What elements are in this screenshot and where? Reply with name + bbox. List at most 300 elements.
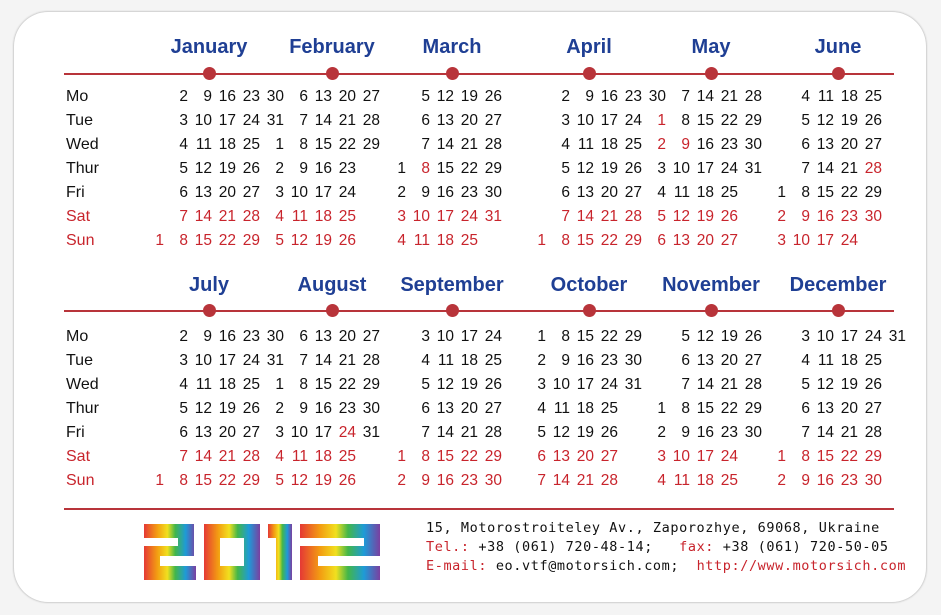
day-number: 11 [437,352,454,369]
day-number: 6 [179,184,188,201]
day-number: 17 [218,352,236,369]
web-line [426,558,906,574]
day-number: 27 [242,184,260,201]
day-number: 15 [696,112,714,129]
day-number: 3 [275,184,284,201]
day-number: 19 [218,160,236,177]
day-number: 1 [777,448,786,465]
day-number: 9 [203,88,212,105]
day-number: 22 [840,448,858,465]
day-number: 15 [314,376,332,393]
day-number: 14 [194,208,212,225]
month-marker-dot [832,304,845,317]
day-number: 24 [864,328,882,345]
day-number: 18 [576,400,594,417]
day-number: 16 [696,136,714,153]
day-number: 9 [421,184,430,201]
tel-value: +38 (061) 720-48-14; [478,539,653,555]
day-number: 12 [816,112,834,129]
day-number: 7 [179,448,188,465]
day-name-sun: Sun [66,472,95,489]
day-number: 21 [460,136,478,153]
day-number: 21 [338,112,356,129]
day-number: 23 [624,88,642,105]
day-number: 8 [421,160,430,177]
day-number: 5 [421,376,430,393]
day-number: 11 [195,376,212,393]
day-number: 31 [362,424,380,441]
day-number: 18 [218,376,236,393]
top-rule [64,73,894,75]
day-number: 25 [242,136,260,153]
day-number: 17 [314,424,332,441]
day-number: 4 [421,352,430,369]
day-number: 8 [179,232,188,249]
day-number: 12 [576,160,594,177]
day-number: 10 [672,160,690,177]
day-number: 30 [624,352,642,369]
day-number: 18 [218,136,236,153]
day-number: 3 [657,160,666,177]
day-number: 8 [561,232,570,249]
day-number: 5 [275,472,284,489]
day-number: 26 [242,400,260,417]
month-marker-dot [446,67,459,80]
day-number: 29 [484,448,502,465]
day-number: 17 [576,376,594,393]
day-number: 23 [242,88,260,105]
day-number: 1 [275,376,284,393]
day-number: 8 [561,328,570,345]
day-number: 15 [816,448,834,465]
day-number: 5 [657,208,666,225]
day-number: 29 [362,136,380,153]
day-number: 10 [290,424,308,441]
day-number: 25 [720,184,738,201]
day-number: 25 [720,472,738,489]
day-number: 20 [840,400,858,417]
day-number: 15 [194,472,212,489]
day-number: 3 [179,112,188,129]
day-number: 29 [864,448,882,465]
month-marker-dot [832,67,845,80]
day-number: 13 [436,400,454,417]
day-number: 3 [801,328,810,345]
day-name-fri: Fri [66,424,85,441]
day-number: 18 [696,472,714,489]
day-number: 30 [266,88,284,105]
day-number: 6 [421,400,430,417]
day-number: 25 [864,352,882,369]
day-number: 31 [744,160,762,177]
day-number: 23 [600,352,618,369]
day-number: 13 [194,184,212,201]
day-number: 22 [218,472,236,489]
day-number: 6 [299,88,308,105]
day-number: 24 [720,160,738,177]
day-number: 10 [816,328,834,345]
day-number: 16 [314,160,332,177]
day-number: 2 [179,328,188,345]
day-number: 23 [338,160,356,177]
day-number: 5 [561,160,570,177]
day-number: 25 [338,448,356,465]
day-number: 30 [648,88,666,105]
day-number: 26 [864,376,882,393]
day-number: 29 [864,184,882,201]
day-number: 3 [561,112,570,129]
day-number: 30 [484,184,502,201]
day-number: 9 [801,472,810,489]
day-number: 19 [696,208,714,225]
day-number: 12 [816,376,834,393]
day-number: 4 [275,208,284,225]
month-marker-dot [203,67,216,80]
day-number: 8 [421,448,430,465]
day-number: 29 [624,232,642,249]
day-number: 9 [421,472,430,489]
day-number: 14 [552,472,570,489]
day-number: 28 [864,160,882,177]
day-number: 14 [314,112,332,129]
day-number: 27 [864,136,882,153]
day-number: 20 [460,112,478,129]
middle-rule [64,310,894,312]
day-number: 15 [576,328,594,345]
day-number: 25 [864,88,882,105]
day-number: 2 [397,472,406,489]
day-number: 24 [460,208,478,225]
day-number: 21 [840,160,858,177]
day-number: 20 [338,88,356,105]
day-number: 21 [460,424,478,441]
tel-label: Tel.: [426,539,470,555]
day-number: 10 [672,448,690,465]
day-number: 28 [362,112,380,129]
day-number: 29 [362,376,380,393]
day-number: 4 [179,136,188,153]
day-number: 29 [242,232,260,249]
day-number: 1 [537,232,546,249]
day-number: 4 [657,472,666,489]
day-number: 20 [338,328,356,345]
day-number: 17 [600,112,618,129]
day-number: 7 [299,352,308,369]
day-number: 6 [299,328,308,345]
day-number: 9 [801,208,810,225]
day-number: 15 [816,184,834,201]
day-number: 3 [179,352,188,369]
day-number: 26 [338,232,356,249]
day-number: 7 [681,88,690,105]
day-number: 6 [537,448,546,465]
day-number: 7 [561,208,570,225]
day-number: 16 [218,88,236,105]
day-number: 3 [657,448,666,465]
day-number: 23 [460,184,478,201]
day-number: 11 [291,208,308,225]
day-number: 5 [275,232,284,249]
day-number: 23 [720,424,738,441]
day-number: 26 [484,376,502,393]
day-number: 20 [600,184,618,201]
day-number: 28 [484,136,502,153]
day-number: 2 [275,160,284,177]
day-number: 7 [537,472,546,489]
day-number: 11 [817,88,834,105]
day-number: 22 [460,448,478,465]
day-number: 22 [460,160,478,177]
day-number: 22 [218,232,236,249]
day-number: 16 [696,424,714,441]
day-number: 30 [864,208,882,225]
day-number: 27 [720,232,738,249]
month-title-november: November [662,274,760,296]
day-number: 16 [600,88,618,105]
day-number: 13 [436,112,454,129]
day-number: 6 [561,184,570,201]
day-number: 21 [720,376,738,393]
day-number: 11 [817,352,834,369]
day-number: 17 [840,328,858,345]
web-link[interactable]: http://www.motorsich.com [696,558,907,574]
day-number: 19 [576,424,594,441]
day-number: 30 [266,328,284,345]
day-number: 14 [436,136,454,153]
day-number: 22 [600,328,618,345]
day-number: 8 [299,376,308,393]
day-number: 2 [561,88,570,105]
day-number: 17 [696,160,714,177]
day-number: 12 [194,400,212,417]
day-number: 21 [720,88,738,105]
day-number: 14 [576,208,594,225]
day-number: 6 [681,352,690,369]
day-number: 10 [194,112,212,129]
day-name-wed: Wed [66,376,99,393]
email-value[interactable]: eo.vtf@motorsich.com; [495,558,680,574]
day-number: 27 [242,424,260,441]
day-number: 10 [436,328,454,345]
day-number: 25 [242,376,260,393]
day-number: 2 [537,352,546,369]
day-number: 15 [314,136,332,153]
day-name-sat: Sat [66,448,91,465]
day-number: 20 [218,184,236,201]
day-number: 11 [673,472,690,489]
day-name-thur: Thur [66,160,99,177]
day-number: 29 [242,472,260,489]
fax-label: fax: [679,539,715,555]
month-marker-dot [583,304,596,317]
day-number: 22 [600,232,618,249]
day-number: 26 [624,160,642,177]
day-number: 16 [314,400,332,417]
day-number: 30 [484,472,502,489]
month-title-september: September [400,274,504,296]
day-number: 4 [801,352,810,369]
day-number: 23 [720,136,738,153]
day-number: 16 [436,472,454,489]
day-number: 2 [657,424,666,441]
day-name-tue: Tue [66,352,93,369]
day-number: 23 [840,472,858,489]
day-number: 13 [576,184,594,201]
day-number: 17 [696,448,714,465]
day-number: 6 [657,232,666,249]
day-number: 19 [314,472,332,489]
day-number: 12 [290,232,308,249]
day-number: 10 [290,184,308,201]
day-number: 28 [242,448,260,465]
day-name-mo: Mo [66,328,89,345]
day-number: 28 [362,352,380,369]
day-number: 9 [299,400,308,417]
day-number: 4 [801,88,810,105]
day-number: 5 [179,400,188,417]
day-number: 23 [840,208,858,225]
day-number: 11 [553,400,570,417]
day-number: 21 [218,448,236,465]
day-number: 2 [657,136,666,153]
day-number: 24 [242,112,260,129]
day-number: 24 [338,184,356,201]
day-number: 8 [801,184,810,201]
month-marker-dot [705,67,718,80]
day-number: 4 [275,448,284,465]
day-number: 27 [362,328,380,345]
day-number: 14 [696,376,714,393]
month-marker-dot [705,304,718,317]
day-number: 11 [195,136,212,153]
day-number: 10 [552,376,570,393]
day-number: 28 [864,424,882,441]
day-number: 11 [413,232,430,249]
day-number: 14 [816,160,834,177]
day-number: 21 [338,352,356,369]
day-number: 22 [720,112,738,129]
day-number: 13 [696,352,714,369]
day-number: 18 [314,448,332,465]
day-number: 31 [266,112,284,129]
day-number: 31 [266,352,284,369]
day-number: 7 [421,136,430,153]
day-number: 19 [840,112,858,129]
day-number: 7 [801,424,810,441]
day-number: 18 [436,232,454,249]
day-number: 12 [436,376,454,393]
day-number: 12 [672,208,690,225]
day-number: 17 [314,184,332,201]
day-number: 16 [816,472,834,489]
day-number: 17 [460,328,478,345]
day-number: 5 [537,424,546,441]
day-number: 27 [484,400,502,417]
day-number: 8 [681,400,690,417]
month-title-june: June [814,36,862,58]
day-name-tue: Tue [66,112,93,129]
day-number: 25 [460,232,478,249]
day-number: 15 [696,400,714,417]
day-number: 19 [720,328,738,345]
day-number: 8 [801,448,810,465]
day-number: 5 [421,88,430,105]
day-number: 19 [218,400,236,417]
month-marker-dot [326,67,339,80]
day-number: 24 [840,232,858,249]
day-number: 28 [484,424,502,441]
day-number: 15 [436,160,454,177]
day-number: 2 [777,208,786,225]
day-number: 12 [436,88,454,105]
day-number: 9 [585,88,594,105]
day-number: 23 [242,328,260,345]
month-title-may: May [691,36,731,58]
day-number: 25 [484,352,502,369]
day-number: 19 [600,160,618,177]
day-number: 14 [314,352,332,369]
day-number: 2 [179,88,188,105]
day-number: 3 [777,232,786,249]
day-number: 24 [242,352,260,369]
email-label: E-mail: [426,558,488,574]
address-text: 15, Motorostroiteley Av., Zaporozhye, 69068, Ukraine [426,520,880,536]
day-number: 1 [155,472,164,489]
day-number: 30 [744,136,762,153]
day-number: 4 [561,136,570,153]
day-number: 1 [777,184,786,201]
month-marker-dot [203,304,216,317]
day-name-fri: Fri [66,184,85,201]
day-number: 16 [436,184,454,201]
day-number: 18 [600,136,618,153]
day-number: 1 [397,160,406,177]
day-number: 25 [624,136,642,153]
day-number: 15 [194,232,212,249]
month-marker-dot [446,304,459,317]
day-number: 1 [155,232,164,249]
day-number: 15 [436,448,454,465]
day-number: 31 [888,328,906,345]
day-number: 10 [576,112,594,129]
day-number: 18 [840,88,858,105]
day-number: 20 [576,448,594,465]
phone-line [426,539,889,555]
day-number: 3 [275,424,284,441]
day-number: 12 [194,160,212,177]
day-number: 13 [194,424,212,441]
day-number: 13 [314,88,332,105]
day-number: 22 [720,400,738,417]
day-number: 29 [624,328,642,345]
day-number: 17 [218,112,236,129]
day-name-thur: Thur [66,400,99,417]
day-number: 30 [864,472,882,489]
day-number: 27 [624,184,642,201]
day-number: 18 [314,208,332,225]
day-number: 8 [299,136,308,153]
day-number: 13 [672,232,690,249]
calendar-card [14,12,926,602]
day-number: 27 [864,400,882,417]
month-marker-dot [583,67,596,80]
month-title-july: July [188,274,230,296]
day-number: 20 [720,352,738,369]
day-number: 9 [203,328,212,345]
day-number: 16 [576,352,594,369]
day-number: 19 [460,376,478,393]
day-number: 23 [460,472,478,489]
